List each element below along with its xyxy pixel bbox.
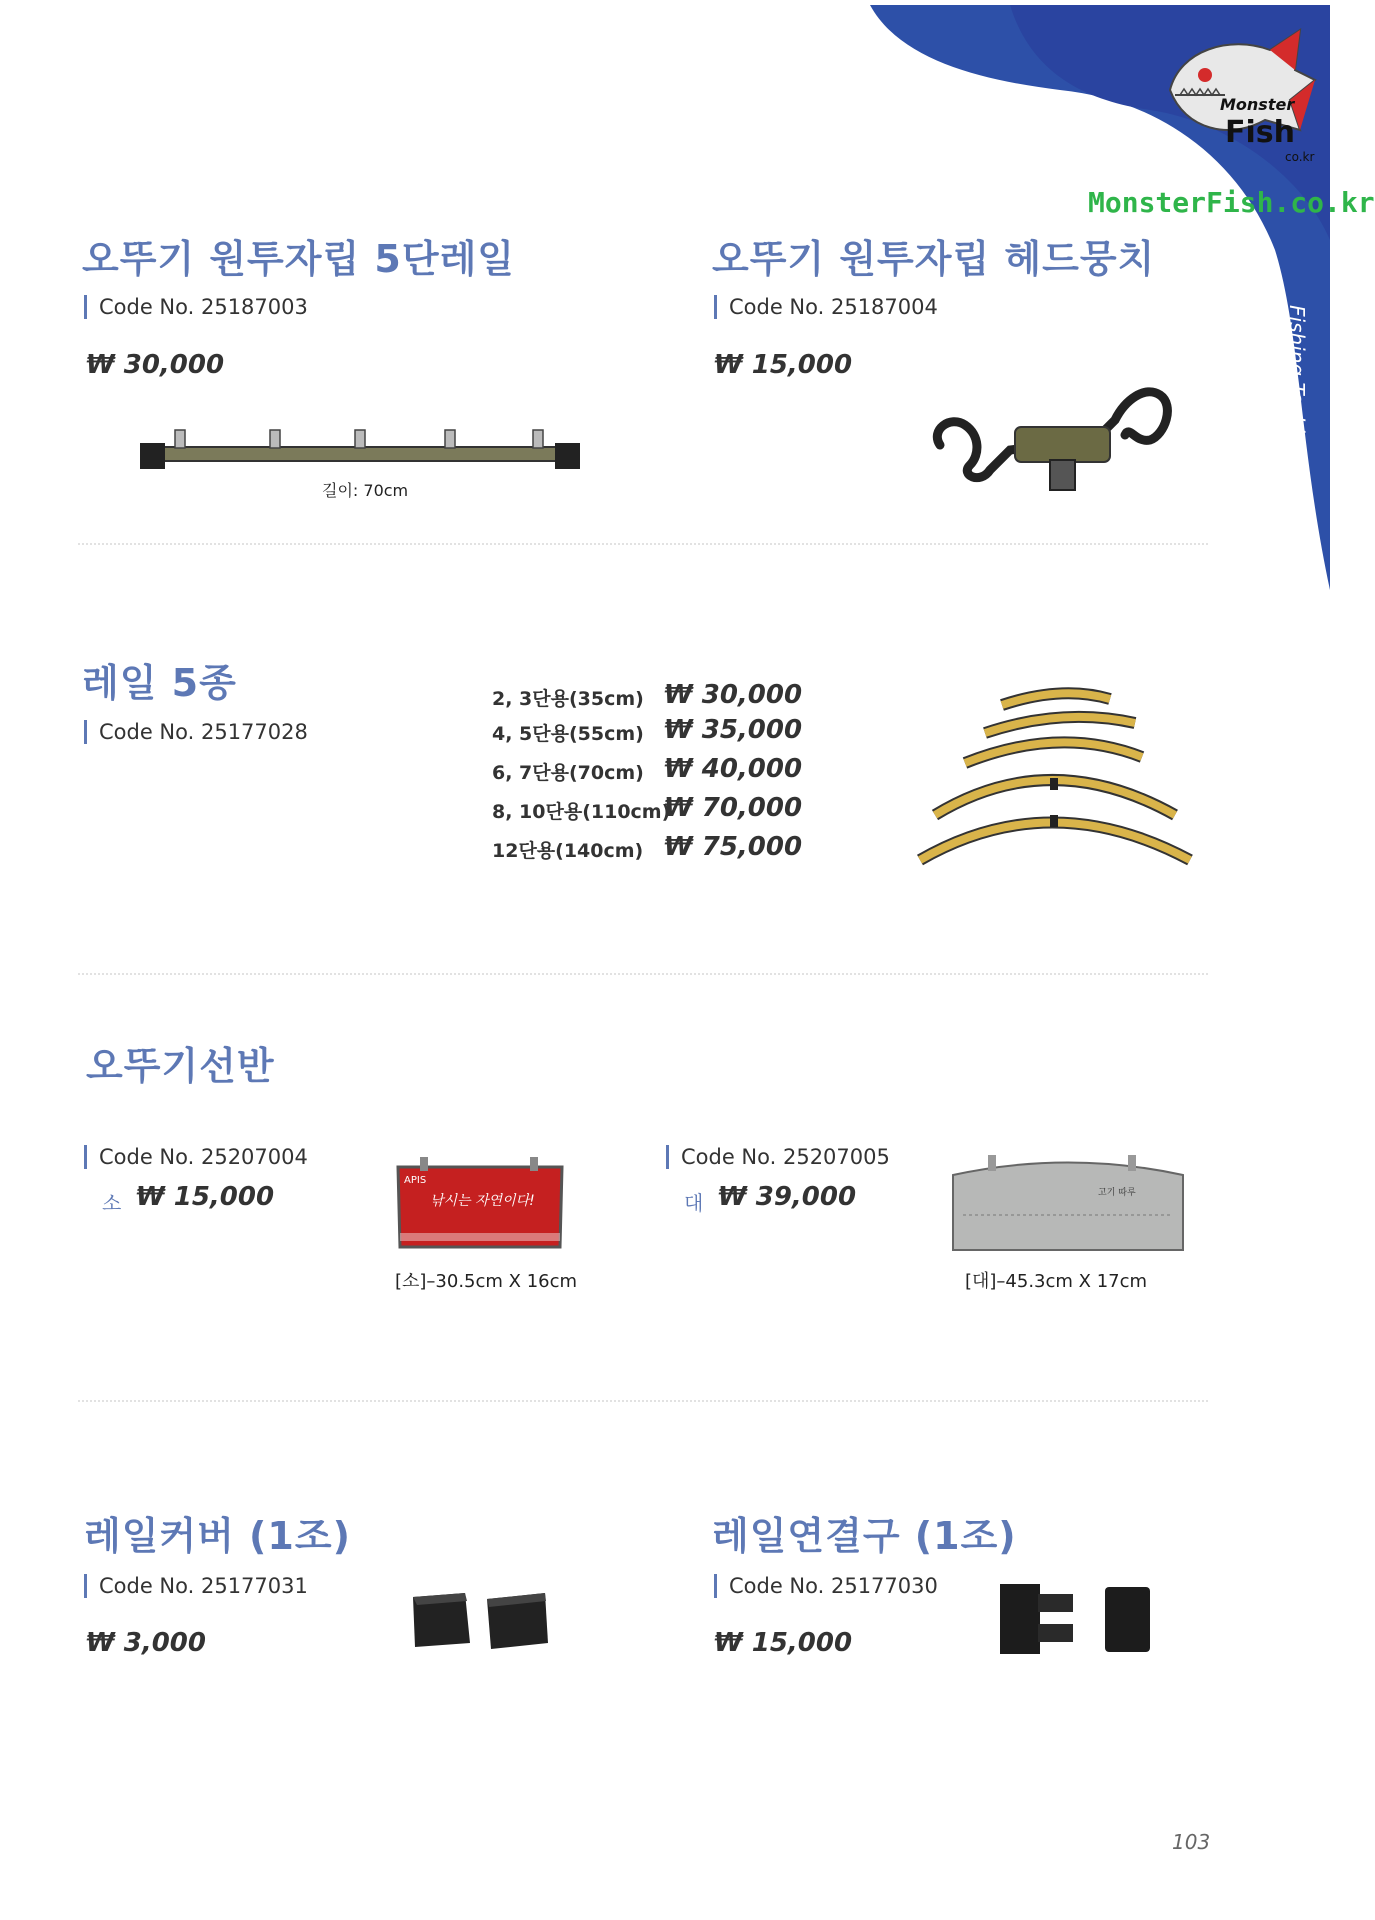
divider-3 xyxy=(78,1400,1208,1402)
rail-spec-label: 6, 7단용(70cm) xyxy=(492,762,644,784)
product-price-head-unit: ₩ 15,000 xyxy=(714,350,853,380)
shelf-small-brand: APIS xyxy=(404,1175,427,1186)
product-code-rail-5-types: Code No. 25177028 xyxy=(84,720,308,744)
size-tag-large: 대 xyxy=(684,1191,704,1215)
product-price-rail-cover: ₩ 3,000 xyxy=(86,1628,206,1658)
product-price-5-rail: ₩ 30,000 xyxy=(86,350,225,380)
rail-spec-label: 4, 5단용(55cm) xyxy=(492,723,644,745)
product-title-shelf: 오뚜기선반 xyxy=(86,1044,275,1088)
logo-monster-text: Monster xyxy=(1220,95,1295,114)
rail-spec-price: ₩ 30,000 xyxy=(664,680,803,710)
rail-spec-price: ₩ 70,000 xyxy=(664,793,803,823)
shelf-small-image xyxy=(390,1155,570,1255)
rail-5-image xyxy=(135,425,585,485)
rail-spec-price: ₩ 40,000 xyxy=(664,754,803,784)
product-price-rail-connector: ₩ 15,000 xyxy=(714,1628,853,1658)
shelf-large-size-caption: [대]–45.3cm X 17cm xyxy=(965,1271,1148,1292)
product-code-shelf-large: Code No. 25207005 xyxy=(666,1145,890,1169)
product-code-rail-cover: Code No. 25177031 xyxy=(84,1574,308,1598)
site-url[interactable]: MonsterFish.co.kr xyxy=(1088,186,1375,219)
rail-spec-price: ₩ 35,000 xyxy=(664,715,803,745)
rail-cover-image xyxy=(405,1585,555,1660)
section-tab-label: Fishing Tackle xyxy=(1285,305,1309,446)
product-code-head-unit: Code No. 25187004 xyxy=(714,295,938,319)
product-code-5-rail: Code No. 25187003 xyxy=(84,295,308,319)
product-code-rail-connector: Code No. 25177030 xyxy=(714,1574,938,1598)
product-price-shelf-large: ₩ 39,000 xyxy=(718,1182,857,1212)
size-tag-small: 소 xyxy=(102,1191,122,1215)
rail-spec-label: 12단용(140cm) xyxy=(492,840,644,862)
shelf-small-size-caption: [소]–30.5cm X 16cm xyxy=(395,1271,578,1292)
logo-domain-text: co.kr xyxy=(1285,150,1315,164)
rail-spec-price: ₩ 75,000 xyxy=(664,832,803,862)
divider-2 xyxy=(78,973,1208,975)
brand-logo[interactable] xyxy=(1150,10,1320,180)
page-number: 103 xyxy=(1172,1830,1211,1854)
product-title-rail-connector: 레일연결구 (1조) xyxy=(712,1514,1017,1558)
section-tab xyxy=(1265,305,1325,465)
rail-5-length-caption: 길이: 70cm xyxy=(322,481,409,500)
product-price-shelf-small: ₩ 15,000 xyxy=(136,1182,275,1212)
rail-spec-label: 8, 10단용(110cm) xyxy=(492,801,671,823)
product-title-5-rail: 오뚜기 원투자립 5단레일 xyxy=(82,237,515,281)
head-unit-image xyxy=(930,375,1175,505)
shelf-large-image xyxy=(948,1150,1188,1255)
rails-image xyxy=(910,685,1200,870)
logo-fish-text: Fish xyxy=(1225,115,1295,150)
shelf-small-print: 낚시는 자연이다! xyxy=(430,1193,535,1209)
product-title-rail-5-types: 레일 5종 xyxy=(82,661,237,705)
product-title-rail-cover: 레일커버 (1조) xyxy=(84,1514,351,1558)
rail-spec-label: 2, 3단용(35cm) xyxy=(492,688,644,710)
product-code-shelf-small: Code No. 25207004 xyxy=(84,1145,308,1169)
divider-1 xyxy=(78,543,1208,545)
product-title-head-unit: 오뚜기 원투자립 헤드뭉치 xyxy=(712,237,1156,281)
shelf-large-print: 고기 따루 xyxy=(1098,1188,1136,1198)
rail-connector-image xyxy=(990,1572,1165,1667)
